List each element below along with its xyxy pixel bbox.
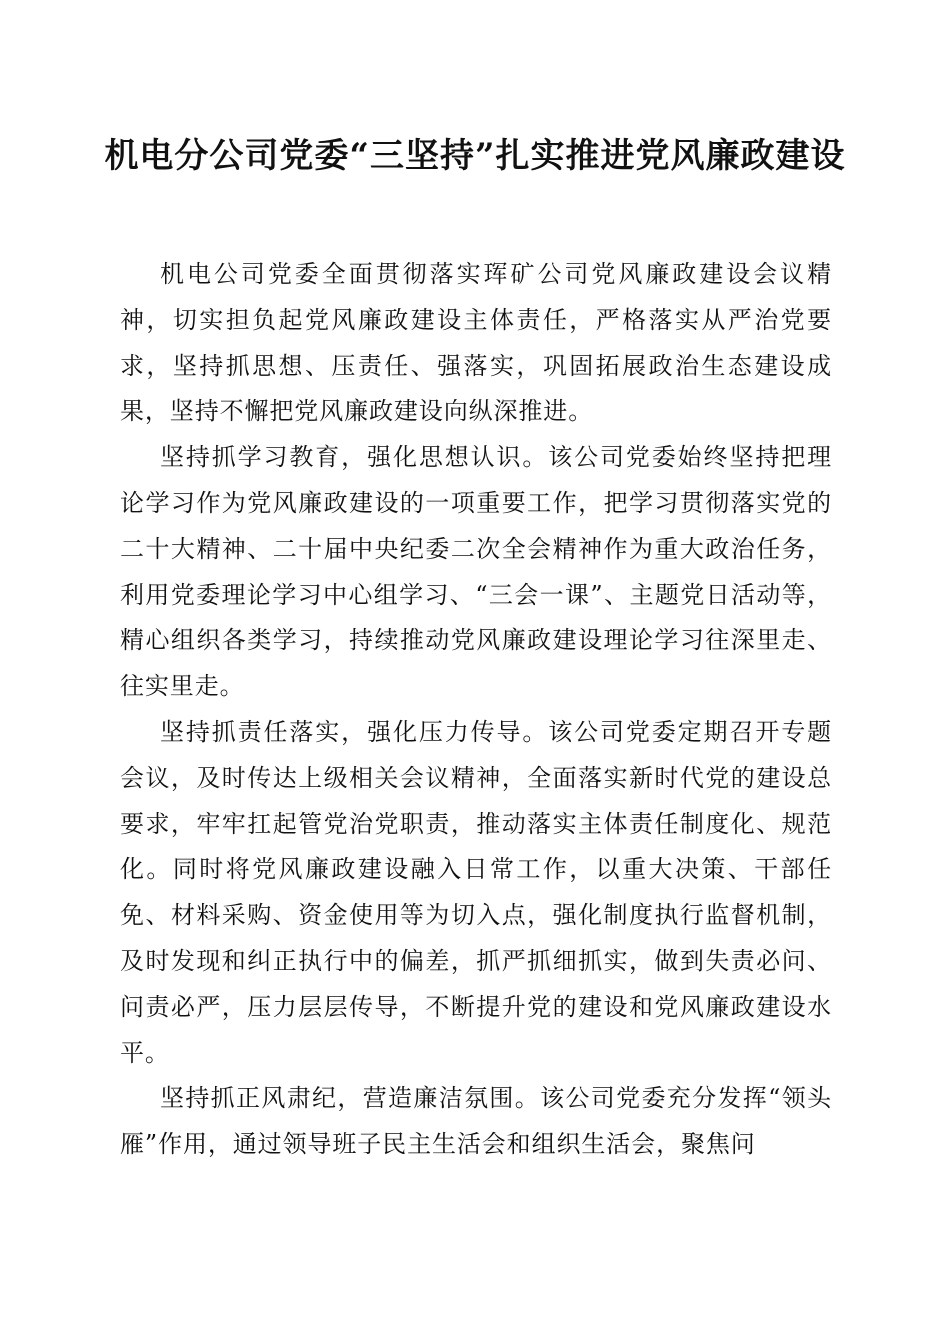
paragraph-discipline: 坚持抓正风肃纪，营造廉洁氛围。该公司党委充分发挥“领头雁”作用，通过领导班子民主生活会和组织生活会，聚焦问: [120, 1084, 832, 1159]
document-title: 机电分公司党委“三坚持”扎实推进党风廉政建设: [104, 136, 846, 176]
paragraph-intro: 机电公司党委全面贯彻落实珲矿公司党风廉政建设会议精神，切实担负起党风廉政建设主体责任，严格落实从严治党要求，坚持抓思想、压责任、强落实，巩固拓展政治生态建设成果，坚持不懈把党风廉政建设向纵深推进。: [120, 260, 832, 426]
paragraph-study-education: 坚持抓学习教育，强化思想认识。该公司党委始终坚持把理论学习作为党风廉政建设的一项重要工作，把学习贯彻落实党的二十大精神、二十届中央纪委二次全会精神作为重大政治任务，利用党委理论学习中心组学习、“三会一课”、主题党日活动等，精心组织各类学习，持续推动党风廉政建设理论学习往深里走、往实里走。: [120, 443, 832, 701]
paragraph-responsibility: 坚持抓责任落实，强化压力传导。该公司党委定期召开专题会议，及时传达上级相关会议精神，全面落实新时代党的建设总要求，牢牢扛起管党治党职责，推动落实主体责任制度化、规范化。同时将党风廉政建设融入日常工作，以重大决策、干部任免、材料采购、资金使用等为切入点，强化制度执行监督机制，及时发现和纠正执行中的偏差，抓严抓细抓实，做到失责必问、问责必严，压力层层传导，不断提升党的建设和党风廉政建设水平。: [120, 717, 832, 1067]
document-body: [120, 252, 832, 1168]
